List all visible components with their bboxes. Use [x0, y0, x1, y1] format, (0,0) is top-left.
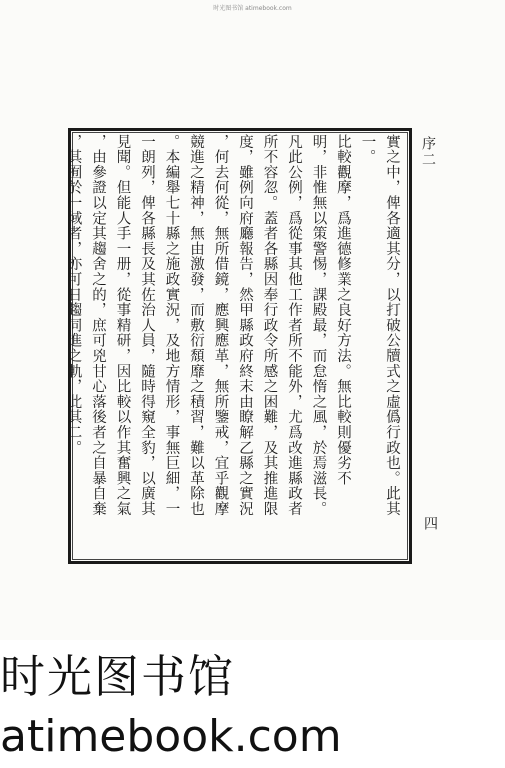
- text-column: ，由參證以定其趨舍之的，庶可兇甘心落後者之自暴自棄: [90, 134, 106, 517]
- text-column: 所不容忽。蓋者各縣因奉行政令所感之困難，及其推進限: [261, 134, 278, 517]
- text-column: 比較觀摩，爲進德修業之良好方法。無比較則優劣不: [335, 134, 351, 486]
- watermark-url: atimebook.com: [0, 711, 342, 762]
- text-column: 凡此公例，爲從事其他工作者所不能外，尤爲改進縣政者: [286, 134, 302, 517]
- text-column: 一朗列，俾各縣長及其佐治人員，隨時得窺全豹，以廣其: [139, 134, 155, 517]
- text-column: 。本編舉七十縣之施政實況，及地方情形，事無巨細，一: [163, 134, 180, 517]
- text-column: ，其囿於一域者，亦可日趨同進之軌，此其二。: [65, 134, 82, 456]
- text-column: 競進之精神，無由激發，而敷衍頹靡之積習，難以革除也: [188, 134, 204, 517]
- text-column: 見聞。但能人手一册，從事精研，因比較以作其奮興之氣: [114, 134, 131, 517]
- text-column: 度，雖例向府廳報告，然甲縣政府終末由瞭解乙縣之實況: [237, 134, 253, 517]
- page-number: 四: [422, 516, 438, 530]
- watermark-site-name: 时光图书馆: [0, 650, 236, 703]
- site-caption: 时光图书馆 atimebook.com: [213, 5, 292, 12]
- vertical-text-block: [65, 134, 404, 558]
- text-column: 實之中，俾各適其分，以打破公牘式之虛僞行政也。此其: [384, 134, 400, 517]
- text-column: 明，非惟無以策警惕，課殿最，而怠惰之風，於焉滋長。: [310, 134, 327, 517]
- text-column: ，何去何從，無所借鏡，應興應革，無所鑒戒，宜乎觀摩: [212, 134, 229, 517]
- running-head: 序二: [420, 136, 436, 168]
- text-column: 一。: [359, 134, 376, 165]
